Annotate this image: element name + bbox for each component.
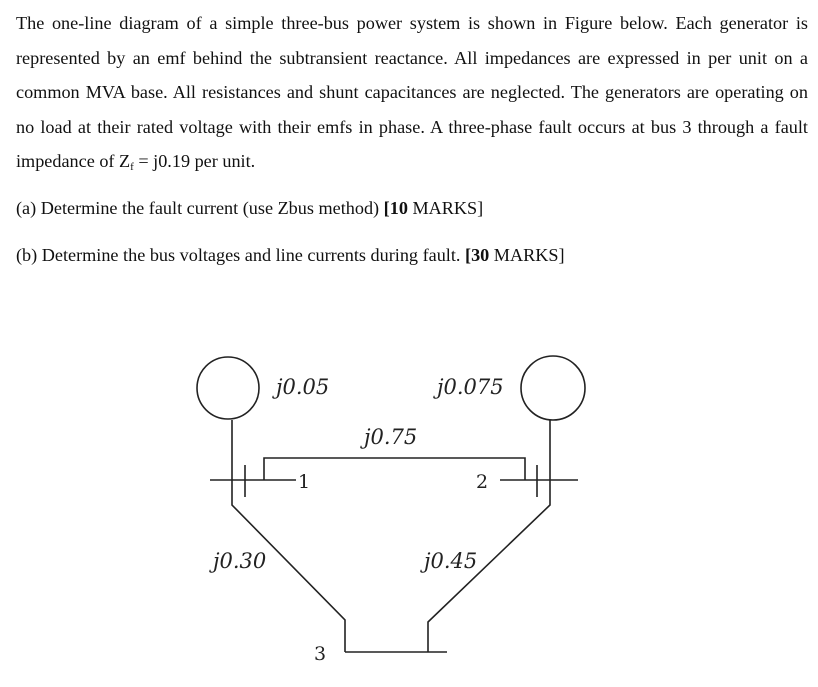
line-23-reactance-label: j0.45 bbox=[424, 549, 478, 573]
fault-impedance: $Z_f = j0.19$ per unit. bbox=[119, 151, 256, 173]
line-1-3 bbox=[232, 497, 345, 652]
line-12-reactance-label: j0.75 bbox=[364, 425, 418, 449]
line-2-3 bbox=[428, 497, 550, 652]
part-a-question: (a) Determine the fault current (use Zbus method) [10 MARKS] bbox=[16, 198, 484, 218]
intro-text: The one-line diagram of a simple three-bus power system is shown in Figure below. Each generator is represented by an emf behind the subtransient reactance. All impedances are expressed in per unit on a common MVA base. All resistances and shunt capacitances are neglected. The generators are operating on no load at their rated voltage with their emfs in phase. A three-phase fault occurs at bus 3 through a fault impedance of bbox=[16, 13, 808, 171]
bus-2-label: 2 bbox=[476, 471, 489, 493]
bus-3-label: 3 bbox=[314, 643, 327, 665]
generator-1-icon bbox=[197, 357, 259, 419]
generator-2-icon bbox=[521, 356, 585, 420]
gen1-reactance-label: j0.05 bbox=[276, 375, 330, 399]
line-13-reactance-label: j0.30 bbox=[213, 549, 267, 573]
part-a-marks: [10 bbox=[383, 198, 408, 218]
bus-1-label: 1 bbox=[298, 471, 311, 493]
part-b-marks: [30 bbox=[465, 245, 490, 265]
gen2-reactance-label: j0.075 bbox=[437, 375, 504, 399]
part-b-question: (b) Determine the bus voltages and line currents during fault. [30 MARKS] bbox=[16, 245, 565, 265]
